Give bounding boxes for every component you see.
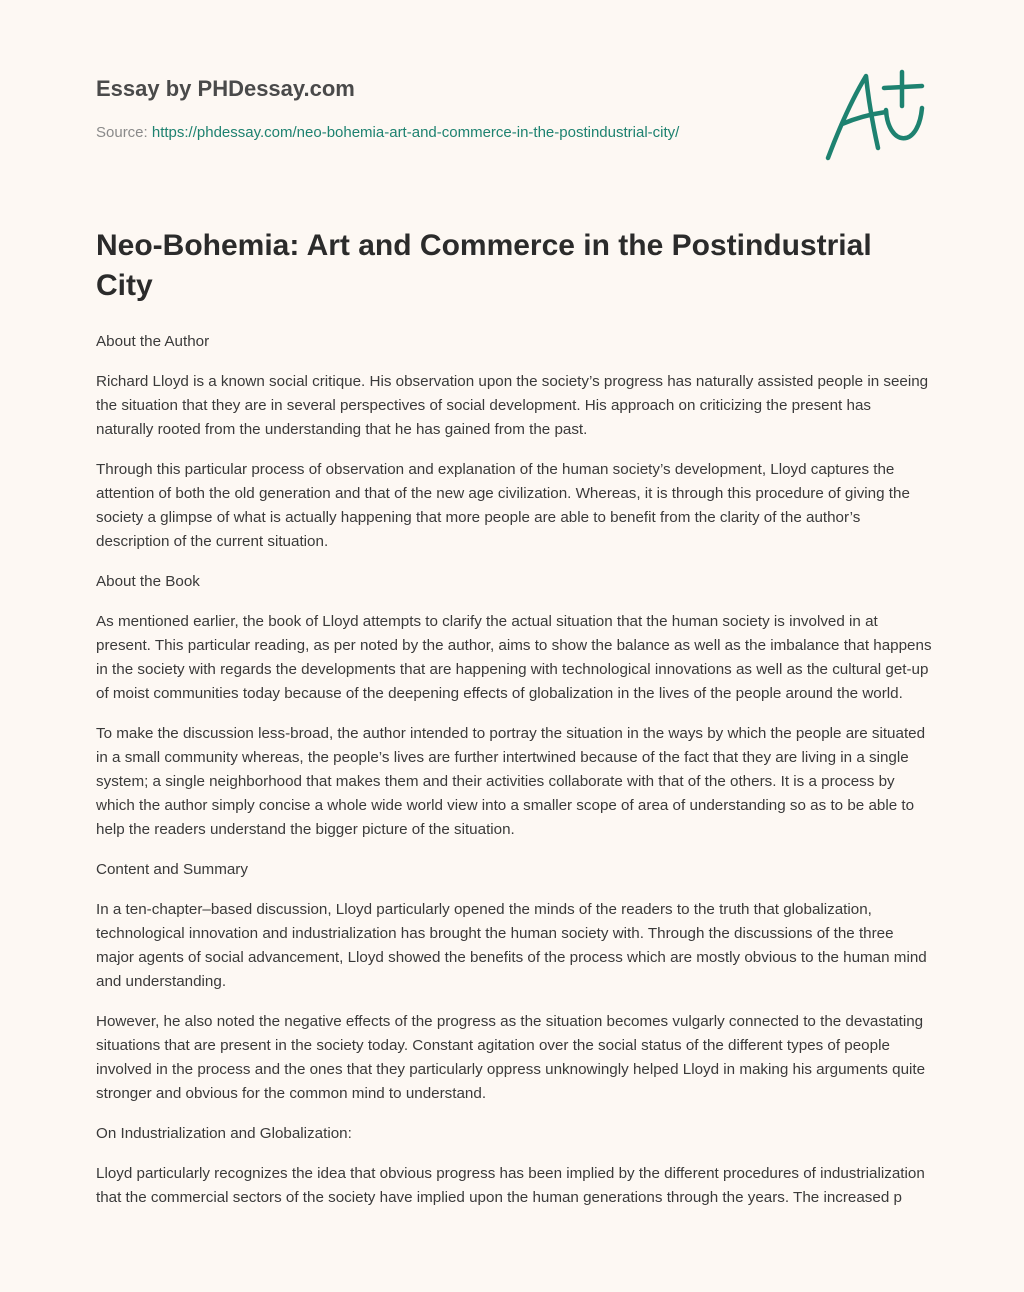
section-heading-about-book: About the Book [96,573,200,590]
essay-title: Neo-Bohemia: Art and Commerce in the Postindustrial City [96,229,872,302]
source-label: Source: [96,124,152,141]
body-paragraph: To make the discussion less-broad, the author intended to portray the situation in the ways by which the people are situated in a small community whereas, the people’s lives are further intertwined because of the fact that they are living in a single system; a single neighborhood that makes them and their activities collaborate with that of the others. It is a process by which the author simply concise a whole wide world view into a smaller scope of area of understanding so as to be able to help the readers understand the bigger picture of the situation. [96,725,926,838]
section-heading-content-summary: Content and Summary [96,861,248,878]
body-paragraph: Richard Lloyd is a known social critique. His observation upon the society’s progress has naturally assisted people in seeing the situation that they are in several perspectives of social development. His approach on criticizing the present has naturally rooted from the understanding that he has gained from the past. [96,373,929,438]
body-paragraph: Through this particular process of observation and explanation of the human society’s development, Lloyd captures the attention of both the old generation and that of the new age civilization. Whereas, it is through this procedure of giving the society a glimpse of what is actually happening that more people are able to benefit from the clarity of the author’s description of the current situation. [96,461,910,550]
body-paragraph: Lloyd particularly recognizes the idea that obvious progress has been implied by the different procedures of industrialization that the commercial sectors of the society have implied upon the human generations through the years. The increased p [96,1165,925,1206]
section-heading-industrialization: On Industrialization and Globalization: [96,1125,352,1142]
source-link[interactable]: https://phdessay.com/neo-bohemia-art-and-commerce-in-the-postindustrial-city/ [151,124,680,141]
body-paragraph: As mentioned earlier, the book of Lloyd attempts to clarify the actual situation that the human society is involved in at present. This particular reading, as per noted by the author, aims to show the balance as well as the imbalance that happens in the society with regards the developments that are happening with technological innovations as well as the cultural get-up of moist communities today because of the deepening effects of globalization in the lives of the people around the world. [96,613,932,702]
body-paragraph: However, he also noted the negative effects of the progress as the situation becomes vulgarly connected to the devastating situations that are present in the society today. Constant agitation over the social status of the different types of people involved in the process and the ones that they particularly oppress unknowingly helped Lloyd in making his arguments quite stronger and obvious for the common mind to understand. [96,1013,926,1102]
site-title: Essay by PHDessay.com [96,76,355,101]
body-paragraph: In a ten-chapter–based discussion, Lloyd particularly opened the minds of the readers to the truth that globalization, technological innovation and industrialization has brought the human society with. Through the discussions of the three major agents of social advancement, Lloyd showed the benefits of the process which are mostly obvious to the human mind and understanding. [96,901,927,990]
source-line [96,124,679,141]
a-plus-logo-icon [822,66,926,166]
essay-page [96,0,932,1226]
page-header [96,0,932,196]
section-heading-about-author: About the Author [96,333,210,350]
essay-body [96,330,932,1210]
